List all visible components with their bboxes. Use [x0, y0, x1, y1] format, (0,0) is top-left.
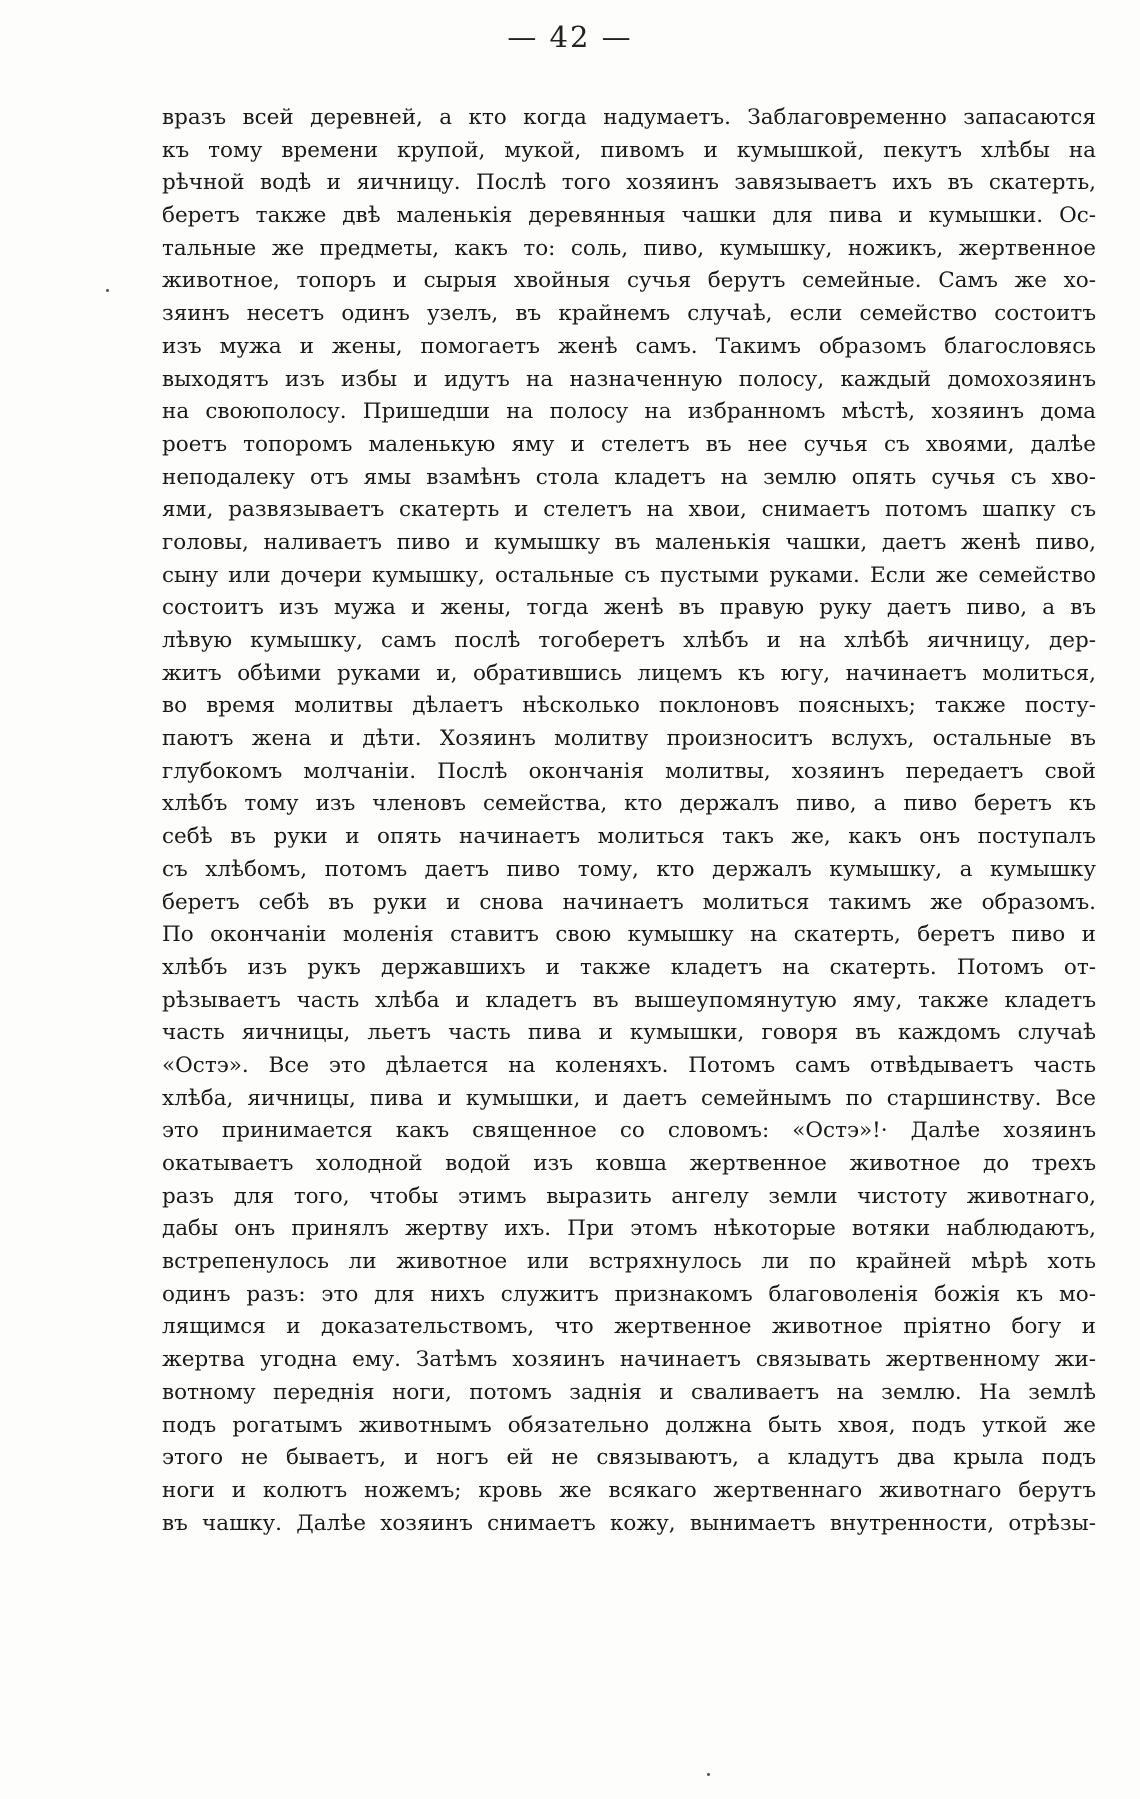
text-line: окатываетъ холодной водой изъ ковша жертвенное животное до трехъ — [162, 1151, 1096, 1176]
text-line: вотному переднія ноги, потомъ заднія и сваливаетъ на землю. На землѣ — [162, 1379, 1096, 1405]
text-line: хлѣбъ тому изъ членовъ семейства, кто держалъ пиво, а пиво беретъ къ — [162, 791, 1096, 817]
text-line: съ хлѣбомъ, потомъ даетъ пиво тому, кто держалъ кумышку, а кумышку — [162, 856, 1096, 882]
text-line: выходятъ изъ избы и идутъ на назначенную полосу, каждый домохозяинъ — [162, 366, 1096, 392]
text-line: По окончаніи моленія ставитъ свою кумышку на скатерть, беретъ пиво и — [162, 922, 1096, 948]
text-line: изъ мужа и жены, помогаетъ женѣ самъ. Такимъ образомъ благословясь — [162, 333, 1096, 359]
text-line: подъ рогатымъ животнымъ обязательно должна быть хвоя, подъ уткой же — [162, 1412, 1096, 1438]
text-line: глубокомъ молчаніи. Послѣ окончанія молитвы, хозяинъ передаетъ свой — [162, 758, 1096, 784]
text-line: состоитъ изъ мужа и жены, тогда женѣ въ правую руку даетъ пиво, а въ — [162, 595, 1096, 621]
margin-speck — [106, 289, 109, 292]
text-line: разъ для того, чтобы этимъ выразить ангелу земли чистоту животнаго, — [162, 1183, 1096, 1209]
page-number: — 42 — — [507, 20, 633, 54]
body-text — [162, 102, 1096, 1540]
text-line: къ тому времени крупой, мукой, пивомъ и кумышкой, пекутъ хлѣбы на — [162, 137, 1096, 163]
text-line: житъ обѣими руками и, обратившись лицемъ къ югу, начинаетъ молиться, — [162, 660, 1096, 686]
text-line: лящимся и доказательствомъ, что жертвенное животное пріятно богу и — [162, 1314, 1096, 1340]
text-line: тальные же предметы, какъ то: соль, пиво, кумышку, ножикъ, жертвенное — [162, 235, 1096, 261]
text-line: этого не бываетъ, и ногъ ей не связываютъ, а кладутъ два крыла подъ — [162, 1445, 1096, 1471]
text-line: рѣзываетъ часть хлѣба и кладетъ въ вышеупомянутую яму, также кладетъ — [162, 987, 1096, 1013]
text-line: жертва угодна ему. Затѣмъ хозяинъ начинаетъ связывать жертвенному жи- — [162, 1347, 1096, 1373]
text-line: ноги и колютъ ножемъ; кровь же всякаго жертвеннаго животнаго берутъ — [162, 1477, 1096, 1503]
text-line: встрепенулось ли животное или встряхнулось ли по крайней мѣрѣ хоть — [162, 1249, 1096, 1275]
text-line: вразъ всей деревней, а кто когда надумаетъ. Заблаговременно запасаются — [162, 105, 1096, 130]
text-line: сыну или дочери кумышку, остальные съ пустыми руками. Если же семейство — [162, 562, 1096, 588]
text-line: ями, развязываетъ скатерть и стелетъ на хвои, снимаетъ потомъ шапку съ — [162, 497, 1096, 523]
text-line: беретъ себѣ въ руки и снова начинаетъ молиться такимъ же образомъ. — [162, 889, 1096, 915]
text-line: на своюполосу. Пришедши на полосу на избранномъ мѣстѣ, хозяинъ дома — [162, 399, 1096, 425]
text-line: это принимается какъ священное со словомъ: «Остэ»!· Далѣе хозяинъ — [162, 1118, 1096, 1144]
text-line: себѣ въ руки и опять начинаетъ молиться такъ же, какъ онъ поступалъ — [162, 824, 1096, 850]
text-line: неподалеку отъ ямы взамѣнъ стола кладетъ на землю опять сучья съ хво- — [162, 464, 1096, 490]
text-line: хлѣбъ изъ рукъ державшихъ и также кладетъ на скатерть. Потомъ от- — [162, 954, 1096, 980]
text-line: «Остэ». Все это дѣлается на коленяхъ. Потомъ самъ отвѣдываетъ часть — [162, 1052, 1096, 1078]
text-line: роетъ топоромъ маленькую яму и стелетъ въ нее сучья съ хвоями, далѣе — [162, 431, 1096, 457]
text-line: хлѣба, яичницы, пива и кумышки, и даетъ семейнымъ по старшинству. Все — [162, 1085, 1096, 1111]
text-line: беретъ также двѣ маленькія деревянныя чашки для пива и кумышки. Ос- — [162, 203, 1096, 229]
text-line: паютъ жена и дѣти. Хозяинъ молитву произноситъ вслухъ, остальные въ — [162, 726, 1096, 752]
text-line: головы, наливаетъ пиво и кумышку въ маленькія чашки, даетъ женѣ пиво, — [162, 529, 1096, 555]
margin-speck — [707, 1773, 710, 1776]
text-line: животное, топоръ и сырыя хвойныя сучья берутъ семейные. Самъ же хо- — [162, 268, 1096, 294]
text-line: одинъ разъ: это для нихъ служитъ признакомъ благоволенія божія къ мо- — [162, 1281, 1096, 1307]
text-line: во время молитвы дѣлаетъ нѣсколько поклоновъ поясныхъ; также посту- — [162, 693, 1096, 719]
text-line: лѣвую кумышку, самъ послѣ тогоберетъ хлѣбъ и на хлѣбѣ яичницу, дер- — [162, 628, 1096, 653]
text-line: въ чашку. Далѣе хозяинъ снимаетъ кожу, вынимаетъ внутренности, отрѣзы- — [162, 1510, 1096, 1536]
text-line: часть яичницы, льетъ часть пива и кумышки, говоря въ каждомъ случаѣ — [162, 1020, 1096, 1046]
text-line: зяинъ несетъ одинъ узелъ, въ крайнемъ случаѣ, если семейство состоитъ — [162, 301, 1096, 327]
text-line: дабы онъ принялъ жертву ихъ. При этомъ нѣкоторые вотяки наблюдаютъ, — [162, 1216, 1096, 1242]
text-line: рѣчной водѣ и яичницу. Послѣ того хозяинъ завязываетъ ихъ въ скатерть, — [162, 170, 1096, 196]
